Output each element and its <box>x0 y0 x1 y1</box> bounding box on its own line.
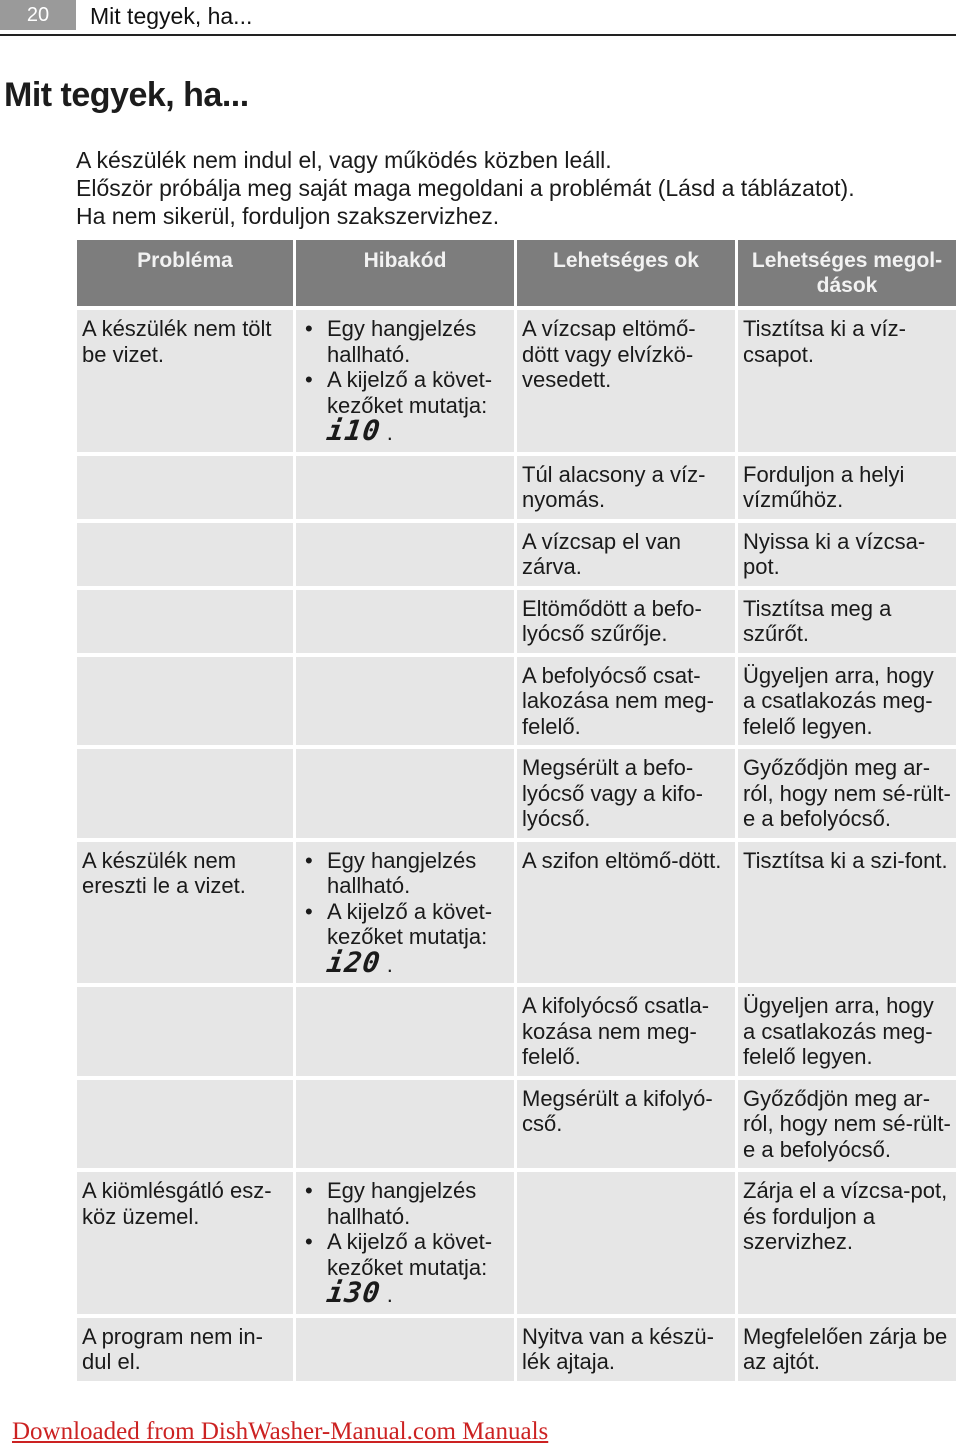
running-title: Mit tegyek, ha... <box>90 3 253 29</box>
problem-cell <box>77 523 293 586</box>
cause-cell: Eltömődött a befo-lyócső szűrője. <box>517 590 735 653</box>
error-code-cell <box>296 1172 514 1314</box>
cause-cell: Nyitva van a készü-lék ajtaja. <box>517 1318 735 1381</box>
solution-cell: Megfelelően zárja be az ajtót. <box>738 1318 956 1381</box>
table-row <box>77 987 956 1076</box>
cause-cell: A kifolyócső csatla-kozása nem meg-felelő. <box>517 987 735 1076</box>
table-row <box>77 310 956 452</box>
intro-line: Először próbálja meg saját maga megoldani a problémát (Lásd a táblázatot). <box>76 175 855 201</box>
solution-cell: Győződjön meg ar-ról, hogy nem sé-rült-e a befolyócső. <box>738 749 956 838</box>
table-row <box>77 842 956 984</box>
cause-cell: Megsérült a kifolyó-cső. <box>517 1080 735 1169</box>
cause-cell: Megsérült a befo-lyócső vagy a kifo-lyócső. <box>517 749 735 838</box>
cause-cell: A szifon eltömő-dött. <box>517 842 735 984</box>
error-code-text: A kijelző a követ-kezőket mutatja: <box>327 1229 493 1280</box>
solution-cell: Ügyeljen arra, hogy a csatlakozás meg-felelő legyen. <box>738 987 956 1076</box>
solution-cell: Tisztítsa ki a víz-csapot. <box>738 310 956 452</box>
solution-cell: Forduljon a helyi vízműhöz. <box>738 456 956 519</box>
error-code-item <box>327 1178 509 1229</box>
solution-cell: Győződjön meg ar-ról, hogy nem sé-rült-e a befolyócső. <box>738 1080 956 1169</box>
error-code-text: A kijelző a követ-kezőket mutatja: <box>327 367 493 418</box>
display-code: i10 <box>324 414 383 447</box>
solution-cell: Nyissa ki a vízcsa-pot. <box>738 523 956 586</box>
error-code-list <box>301 316 509 446</box>
problem-cell: A készülék nem tölt be vizet. <box>77 310 293 452</box>
problem-cell <box>77 456 293 519</box>
error-code-item <box>327 848 509 899</box>
problem-cell <box>77 590 293 653</box>
solution-cell: Tisztítsa meg a szűrőt. <box>738 590 956 653</box>
table-row <box>77 590 956 653</box>
error-code-text: Egy hangjelzés hallható. <box>327 847 477 898</box>
error-code-item: • A kijelző a követ-kezőket mutatja: i20 . <box>327 899 509 978</box>
header-possible-cause: Lehetséges ok <box>517 240 735 306</box>
error-code-cell <box>296 657 514 746</box>
error-code-cell <box>296 310 514 452</box>
header-problem: Probléma <box>77 240 293 306</box>
error-code-text: Egy hangjelzés hallható. <box>327 1178 477 1229</box>
cause-cell: Túl alacsony a víz-nyomás. <box>517 456 735 519</box>
solution-cell: Tisztítsa ki a szi-font. <box>738 842 956 984</box>
error-code-list <box>301 1178 509 1308</box>
download-source-link[interactable]: Downloaded from DishWasher-Manual.com Manuals <box>12 1418 549 1445</box>
table-row <box>77 523 956 586</box>
table-header-row <box>77 240 956 306</box>
table-row <box>77 1080 956 1169</box>
error-code-cell <box>296 749 514 838</box>
error-code-text: A kijelző a követ-kezőket mutatja: <box>327 898 493 949</box>
problem-cell: A kiömlésgátló esz-köz üzemel. <box>77 1172 293 1314</box>
intro-line: Ha nem sikerül, forduljon szakszervizhez. <box>76 203 500 229</box>
troubleshooting-table <box>74 236 959 1385</box>
problem-cell: A készülék nem ereszti le a vizet. <box>77 842 293 984</box>
problem-cell <box>77 657 293 746</box>
problem-cell <box>77 987 293 1076</box>
cause-cell: A vízcsap el van zárva. <box>517 523 735 586</box>
error-code-cell <box>296 456 514 519</box>
table-row <box>77 1172 956 1314</box>
error-code-text: Egy hangjelzés hallható. <box>327 316 477 367</box>
error-code-cell <box>296 1318 514 1381</box>
error-code-cell <box>296 590 514 653</box>
error-code-cell <box>296 842 514 984</box>
problem-cell <box>77 749 293 838</box>
table-row <box>77 657 956 746</box>
error-code-list <box>301 848 509 978</box>
display-code: i20 <box>324 945 383 979</box>
error-code-cell <box>296 987 514 1076</box>
problem-cell: A program nem in-dul el. <box>77 1318 293 1381</box>
page-number: 20 <box>0 0 76 30</box>
intro-text <box>76 146 956 230</box>
error-code-cell <box>296 523 514 586</box>
cause-cell <box>517 1172 735 1314</box>
error-code-item <box>327 316 509 367</box>
page-title: Mit tegyek, ha... <box>4 76 249 114</box>
solution-cell: Zárja el a vízcsa-pot, és forduljon a szervizhez. <box>738 1172 956 1314</box>
solution-cell: Ügyeljen arra, hogy a csatlakozás meg-felelő legyen. <box>738 657 956 746</box>
error-code-item: • A kijelző a követ-kezőket mutatja: i10 . <box>327 367 509 446</box>
table-row <box>77 456 956 519</box>
table-row <box>77 749 956 838</box>
cause-cell: A vízcsap eltömő-dött vagy elvízkö-vesedett. <box>517 310 735 452</box>
intro-line: A készülék nem indul el, vagy működés közben leáll. <box>76 147 612 173</box>
header-error-code: Hibakód <box>296 240 514 306</box>
error-code-item: • A kijelző a követ-kezőket mutatja: i30 . <box>327 1229 509 1308</box>
problem-cell <box>77 1080 293 1169</box>
header-possible-solution: Lehetséges megol-dások <box>738 240 956 306</box>
error-code-cell <box>296 1080 514 1169</box>
cause-cell: A befolyócső csat-lakozása nem meg-felelő. <box>517 657 735 746</box>
page-header <box>0 0 956 36</box>
table-row <box>77 1318 956 1381</box>
display-code: i30 <box>324 1276 383 1309</box>
